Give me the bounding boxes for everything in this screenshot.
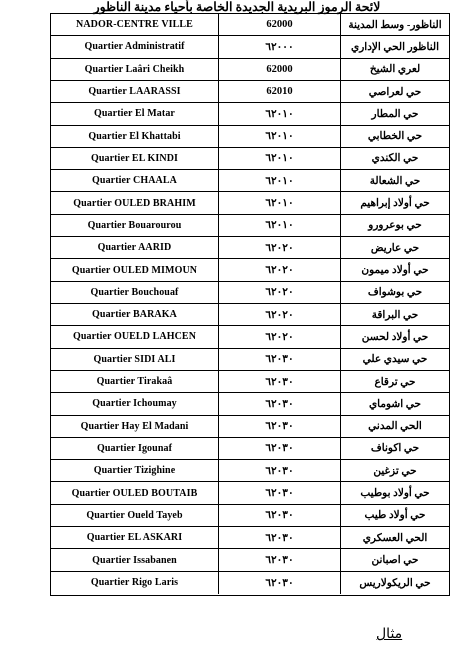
quartier-name-fr: Quartier EL KINDI [51,148,219,169]
postal-code: ٦٢٠٢٠ [219,259,341,280]
quartier-name-fr: Quartier Hay El Madani [51,416,219,437]
postal-code: ٦٢٠٠٠ [219,36,341,57]
table-row [51,170,449,192]
table-row [51,192,449,214]
table-row [51,81,449,103]
quartier-name-fr: Quartier BARAKA [51,304,219,325]
table-row [51,371,449,393]
postal-code: 62000 [219,14,341,35]
postal-code: ٦٢٠١٠ [219,148,341,169]
quartier-name-ar: حي اصبانن [371,555,419,567]
quartier-name-fr: Quartier OULED MIMOUN [51,259,219,280]
table-row [51,215,449,237]
postal-code: ٦٢٠٣٠ [219,460,341,481]
quartier-name-fr: Quartier El Khattabi [51,126,219,147]
table-row [51,148,449,170]
quartier-name-ar: حي أولاد ميمون [361,265,429,277]
quartier-name-ar: حي الكندي [371,153,419,165]
quartier-name-fr: Quartier Tirakaâ [51,371,219,392]
postal-code: ٦٢٠٢٠ [219,237,341,258]
quartier-name-fr: Quartier Tizighine [51,460,219,481]
postal-codes-table [50,13,450,596]
quartier-name-fr: NADOR-CENTRE VILLE [51,14,219,35]
quartier-name-ar: حي بوشواف [367,287,423,299]
quartier-name-fr: Quartier Rigo Laris [51,572,219,594]
quartier-name-ar: حي اكوناف [370,443,420,455]
quartier-name-ar: الحي المدني [368,421,422,433]
postal-code: ٦٢٠٣٠ [219,482,341,503]
quartier-name-ar: حي بوعرورو [368,220,422,232]
quartier-name-fr: Quartier EL ASKARI [51,527,219,548]
postal-code: ٦٢٠٣٠ [219,416,341,437]
quartier-name-fr: Quartier CHAALA [51,170,219,191]
table-row [51,282,449,304]
table-row [51,126,449,148]
table-row [51,572,449,594]
quartier-name-fr: Quartier Administratif [51,36,219,57]
table-row [51,438,449,460]
quartier-name-ar: حي عاريض [370,242,420,254]
quartier-name-fr: Quartier Bouarourou [51,215,219,236]
quartier-name-ar: لعري الشيخ [369,64,421,76]
quartier-name-ar: حي الريكولاريس [359,577,431,589]
quartier-name-fr: Quartier Oueld Tayeb [51,505,219,526]
postal-code: ٦٢٠٢٠ [219,326,341,347]
table-row [51,527,449,549]
table-row [51,36,449,58]
quartier-name-ar: حي سيدي علي [362,354,428,366]
quartier-name-ar: الناظور- وسط المدينة [348,19,442,31]
table-row [51,259,449,281]
quartier-name-ar: حي الشعالة [369,175,421,187]
postal-code: ٦٢٠٣٠ [219,438,341,459]
quartier-name-fr: Quartier Issabanen [51,549,219,570]
postal-code: ٦٢٠٣٠ [219,393,341,414]
quartier-name-fr: Quartier OULED BRAHIM [51,192,219,213]
quartier-name-ar: الناظور الحي الإداري [350,41,440,53]
table-row [51,416,449,438]
postal-code: ٦٢٠١٠ [219,215,341,236]
quartier-name-fr: Quartier AARID [51,237,219,258]
table-row [51,326,449,348]
quartier-name-fr: Quartier LAARASSI [51,81,219,102]
postal-code: ٦٢٠٢٠ [219,304,341,325]
table-row [51,393,449,415]
quartier-name-fr: Quartier El Matar [51,103,219,124]
quartier-name-ar: حي تزغين [373,465,417,477]
postal-code: 62010 [219,81,341,102]
postal-code: ٦٢٠٣٠ [219,505,341,526]
table-row [51,549,449,571]
postal-code: ٦٢٠١٠ [219,170,341,191]
postal-code: ٦٢٠٣٠ [219,549,341,570]
quartier-name-fr: Quartier SIDI ALI [51,349,219,370]
quartier-name-fr: Quartier OULED BOUTAIB [51,482,219,503]
postal-code: ٦٢٠٣٠ [219,572,341,594]
quartier-name-ar: حي ترقاع [374,376,416,388]
quartier-name-ar: الحي العسكري [362,532,428,544]
postal-code: ٦٢٠٣٠ [219,371,341,392]
table-row [51,237,449,259]
quartier-name-ar: حي أولاد بوطيب [360,488,430,500]
quartier-name-ar: حي البراقة [371,309,419,321]
table-row [51,505,449,527]
table-row [51,349,449,371]
quartier-name-ar: حي الخطابي [367,131,423,143]
document-title: لائحة الرموز البريدية الجديدة الخاصة بأحياء مدينة الناظور [93,0,381,14]
table-row [51,304,449,326]
quartier-name-fr: Quartier Igounaf [51,438,219,459]
postal-code: ٦٢٠٢٠ [219,282,341,303]
quartier-name-fr: Quartier Ichoumay [51,393,219,414]
quartier-name-fr: Quartier OUELD LAHCEN [51,326,219,347]
quartier-name-ar: حي أولاد طيب [364,510,426,522]
quartier-name-ar: حي المطار [371,108,419,120]
postal-code: ٦٢٠١٠ [219,192,341,213]
table-row [51,103,449,125]
table-row [51,59,449,81]
quartier-name-fr: Quartier Laâri Cheikh [51,59,219,80]
quartier-name-ar: حي اشوماي [368,398,422,410]
quartier-name-fr: Quartier Bouchouaf [51,282,219,303]
table-row [51,482,449,504]
table-row [51,460,449,482]
postal-code: 62000 [219,59,341,80]
postal-code: ٦٢٠٣٠ [219,527,341,548]
quartier-name-ar: حي أولاد لحسن [361,331,429,343]
quartier-name-ar: حي لعراصي [368,86,422,98]
example-label: مثال [376,626,403,642]
table-row [51,14,449,36]
postal-code: ٦٢٠١٠ [219,103,341,124]
postal-code: ٦٢٠٣٠ [219,349,341,370]
postal-code: ٦٢٠١٠ [219,126,341,147]
quartier-name-ar: حي أولاد إبراهيم [360,198,430,210]
